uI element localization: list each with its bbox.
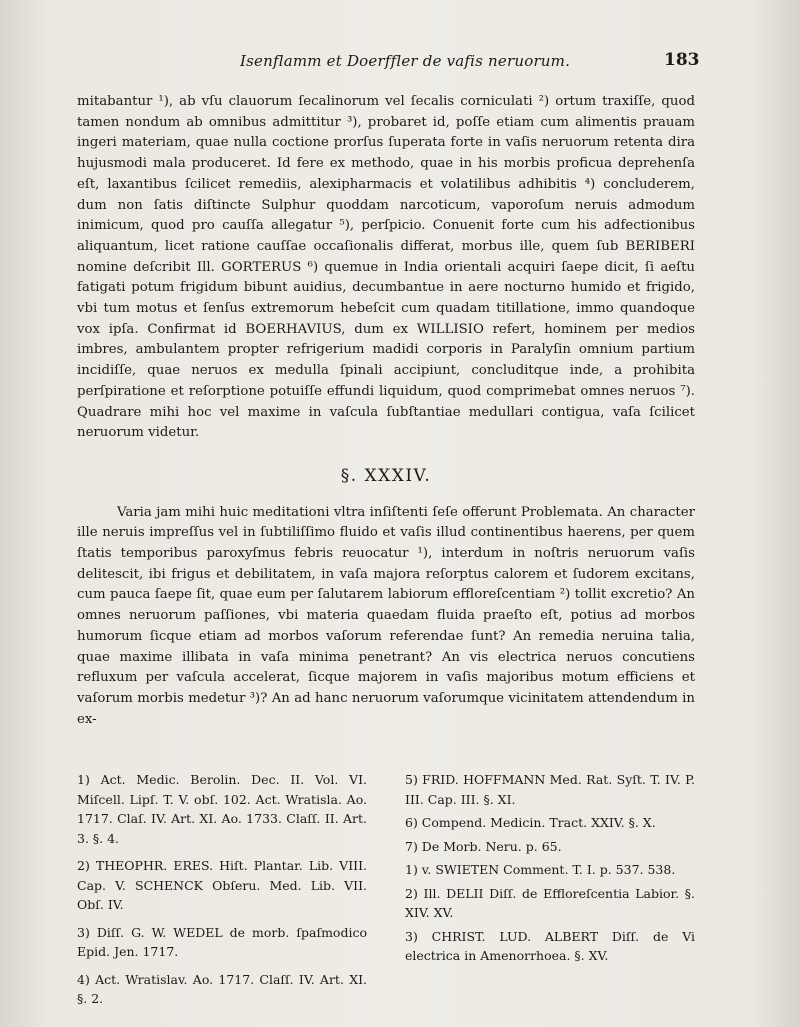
footnote: 3) CHRIST. LUD. ALBERT Diſſ. de Vi electrica in Amenorrhoea. §. XV. — [405, 928, 695, 963]
main-text — [77, 92, 695, 730]
paragraph-1: mitabantur ¹), ab vſu clauorum ſecalinorum vel ſecalis corniculati ²) ortum traxiſſe, quod tamen nondum ab omnibus admittitur ³), probaret id, poſſe etiam cum alimentis prauam ingeri materiam, quae nulla coctione prorſus ſuperata forte in vaſis neruorum retenta dira hujusmodi mala produceret. Id fere ex methodo, quae in his morbis proficua deprehenſa eſt, laxantibus ſcilicet remediis, alexipharmacis et volatilibus adhibitis ⁴) concluderem, dum non ſatis diſtincte Sulphur quoddam narcoticum, vaporoſum neruis admodum inimicum, quod pro cauſſa allegatur ⁵), perſpicio. Conuenit forte cum his adfectionibus aliquantum, licet ratione cauſſae occaſionalis differat, morbus ille, quem ſub BERIBERI nomine deſcribit Ill. GORTERUS ⁶) quemue in India orientali acquiri ſaepe dicit, ſi aeſtu fatigati potum frigidum bibunt auidius, decumbantue in aere nocturno humido et frigido, vbi tum motus et ſenſus extremorum hebeſcit cum quadam titillatione, immo quandoque vox ipſa. Confirmat id BOERHAVIUS, dum ex WILLISIO refert, hominem per medios imbres, ambulantem propter refrigerium madidi corporis in Paralyſin omnium partium incidiſſe, quae neruos ex medulla ſpinali accipiunt, concluditque inde, a prohibita perſpiratione et reſorptione potuiſſe effundi liquidum, quod comprimebat omnes neruos ⁷). Quadrare mihi hoc vel maxime in vaſcula ſubſtantiae medullari contigua, vaſa ſcilicet neruorum videtur. — [77, 94, 695, 441]
page-number: 183 — [664, 50, 700, 70]
footnotes-left-column — [77, 770, 367, 1017]
footnote: 1) Act. Medic. Berolin. Dec. II. Vol. VI. Miſcell. Lipſ. T. V. obſ. 102. Act. Wratisla. Ao. 1717. Claſ. IV. Art. XI. Ao. 1733. Claſſ. II. Art. 3. §. 4. — [77, 772, 367, 846]
footnote: 7) De Morb. Neru. p. 65. — [405, 838, 562, 854]
footnotes-right-column — [405, 770, 695, 1017]
footnotes — [77, 770, 695, 1017]
footnote: 2) Ill. DELII Diſſ. de Effloreſcentia Labior. §. XIV. XV. — [405, 885, 695, 920]
footnote: 4) Act. Wratislav. Ao. 1717. Claſſ. IV. Art. XI. §. 2. — [77, 971, 367, 1006]
footnote: 1) v. SWIETEN Comment. T. I. p. 537. 538. — [405, 862, 676, 877]
running-head — [0, 52, 800, 74]
footnote: 6) Compend. Medicin. Tract. XXIV. §. X. — [405, 815, 656, 830]
paragraph-2: Varia jam mihi huic meditationi vltra inſiſtenti ſeſe offerunt Problemata. An character ille neruis impreſſus vel in ſubtiliſſimo fluido et vaſis illud continentibus haerens, per quem ſtatis temporibus paroxyſmus febris reuocatur ¹), interdum in noſtris neruorum vaſis delitescit, ibi frigus et debilitatem, in vaſa majora reſorptus calorem et ſudorem excitans, cum pauca ſaepe ſit, quae eum per ſalutarem labiorum effloreſcentiam ²) tollit excretio? An omnes neruorum paſſiones, vbi materia quaedam fluida praeſto eſt, potius ad morbos humorum ſicque etiam ad morbos vaſorum referendae ſunt? An remedia neruina talia, quae maxime illibata in vaſa minima penetrant? An vis electrica neruos concutiens refluxum per vaſcula accelerat, ſicque majorem in vaſis majoribus motum efficiens et vaſorum morbis medetur ³)? An ad hanc neruorum vaſorumque vicinitatem attendendum in ex- — [77, 504, 695, 727]
section-heading: §. XXXIV. — [340, 465, 432, 486]
footnote: 2) THEOPHR. ERES. Hiſt. Plantar. Lib. VIII. Cap. V. SCHENCK Obſeru. Med. Lib. VII. Obſ. IV. — [77, 858, 367, 912]
footnote: 5) FRID. HOFFMANN Med. Rat. Syſt. T. IV. P. III. Cap. III. §. XI. — [405, 772, 695, 807]
running-head-title: Isenflamm et Doerffler de vafis neruorum. — [240, 52, 571, 70]
footnote: 3) Diſſ. G. W. WEDEL de morb. ſpaſmodico Epid. Jen. 1717. — [77, 924, 367, 959]
